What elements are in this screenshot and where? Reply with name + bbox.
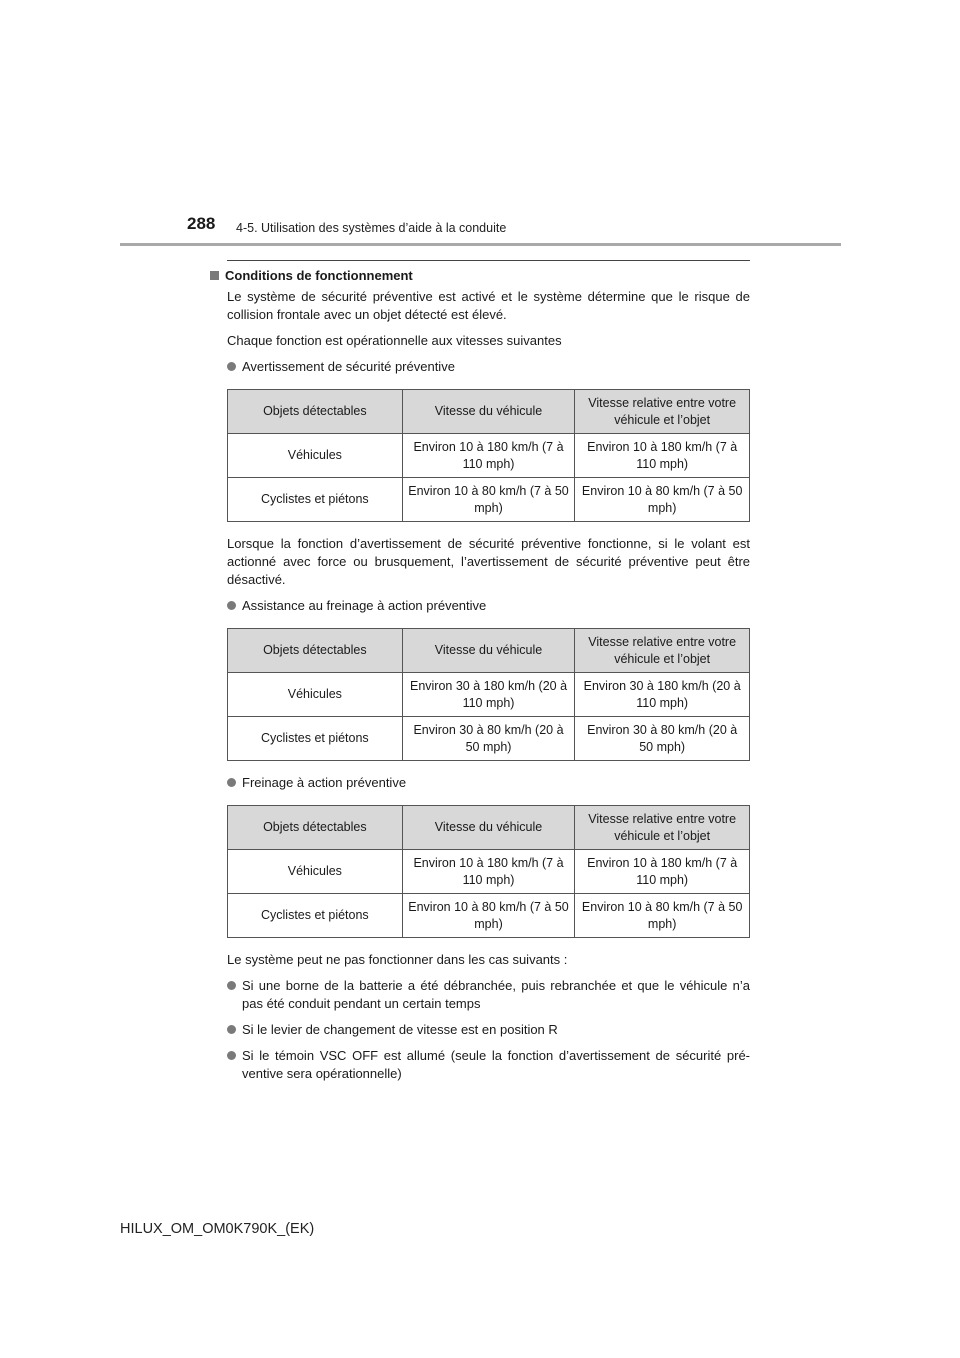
block-note: Lorsque la fonction d’avertissement de sécurité préventive fonctionne, si le volant est actionné avec force ou brusquement, l’avertissement de sécurité préventive peut être désactivé.	[227, 536, 750, 587]
cell-relative-speed: Environ 30 à 180 km/h (20 à 110 mph)	[575, 673, 750, 717]
page-number: 288	[187, 214, 216, 233]
speed-table	[227, 389, 750, 522]
header-relative-speed: Vitesse relative entre votre véhicule et l’objet	[575, 806, 750, 850]
block-title: Avertissement de sécurité préventive	[227, 358, 750, 376]
circle-bullet-icon	[227, 778, 236, 787]
header-detectable-objects: Objets détectables	[228, 629, 403, 673]
cell-relative-speed: Environ 10 à 180 km/h (7 à 110 mph)	[575, 434, 750, 478]
speed-table	[227, 628, 750, 761]
cell-relative-speed: Environ 10 à 180 km/h (7 à 110 mph)	[575, 850, 750, 894]
table-row	[228, 850, 750, 894]
cell-object: Cyclistes et piétons	[228, 894, 403, 938]
cell-vehicle-speed: Environ 10 à 80 km/h (7 à 50 mph)	[402, 894, 575, 938]
content-rule	[227, 260, 750, 261]
circle-bullet-icon	[227, 981, 236, 990]
circle-bullet-icon	[227, 601, 236, 610]
list-item: Si le témoin VSC OFF est allumé (seule la fonction d’avertissement de sécurité pré-ventive sera opérationnelle)	[227, 1047, 750, 1083]
limitations-intro: Le système peut ne pas fonctionner dans les cas suivants :	[227, 952, 568, 967]
table-row	[228, 894, 750, 938]
header-vehicle-speed: Vitesse du véhicule	[402, 806, 575, 850]
table-row	[228, 717, 750, 761]
circle-bullet-icon	[227, 362, 236, 371]
circle-bullet-icon	[227, 1025, 236, 1034]
header-rule	[120, 243, 841, 246]
cell-relative-speed: Environ 10 à 80 km/h (7 à 50 mph)	[575, 894, 750, 938]
table-row	[228, 478, 750, 522]
footer-code: HILUX_OM_OM0K790K_(EK)	[120, 1221, 315, 1237]
cell-object: Cyclistes et piétons	[228, 717, 403, 761]
header-relative-speed: Vitesse relative entre votre véhicule et l’objet	[575, 390, 750, 434]
list-item: Si le levier de changement de vitesse est en position R	[227, 1021, 750, 1039]
square-bullet-icon	[210, 271, 219, 280]
header-detectable-objects: Objets détectables	[228, 806, 403, 850]
cell-vehicle-speed: Environ 30 à 80 km/h (20 à 50 mph)	[402, 717, 575, 761]
header-detectable-objects: Objets détectables	[228, 390, 403, 434]
table-header-row	[228, 629, 750, 673]
section-intro: Le système de sécurité préventive est activé et le système détermine que le risque de collision frontale avec un objet détecté est élevé.	[227, 289, 750, 322]
table-header-row	[228, 390, 750, 434]
cell-vehicle-speed: Environ 10 à 180 km/h (7 à 110 mph)	[402, 850, 575, 894]
header-vehicle-speed: Vitesse du véhicule	[402, 390, 575, 434]
cell-object: Véhicules	[228, 850, 403, 894]
table-row	[228, 434, 750, 478]
cell-vehicle-speed: Environ 10 à 180 km/h (7 à 110 mph)	[402, 434, 575, 478]
cell-vehicle-speed: Environ 10 à 80 km/h (7 à 50 mph)	[402, 478, 575, 522]
header-relative-speed: Vitesse relative entre votre véhicule et l’objet	[575, 629, 750, 673]
header-vehicle-speed: Vitesse du véhicule	[402, 629, 575, 673]
cell-object: Cyclistes et piétons	[228, 478, 403, 522]
list-item: Si une borne de la batterie a été débranchée, puis rebranchée et que le véhicule n’a pas été conduit pendant un certain temps	[227, 977, 750, 1013]
cell-object: Véhicules	[228, 434, 403, 478]
block-title: Freinage à action préventive	[227, 774, 750, 792]
block-title: Assistance au freinage à action préventive	[227, 597, 750, 615]
cell-relative-speed: Environ 10 à 80 km/h (7 à 50 mph)	[575, 478, 750, 522]
content	[210, 268, 750, 1091]
table-header-row	[228, 806, 750, 850]
circle-bullet-icon	[227, 1051, 236, 1060]
chapter-title: 4-5. Utilisation des systèmes d’aide à la conduite	[236, 221, 507, 235]
speed-table	[227, 805, 750, 938]
table-row	[228, 673, 750, 717]
section-heading	[210, 268, 750, 283]
cell-relative-speed: Environ 30 à 80 km/h (20 à 50 mph)	[575, 717, 750, 761]
section-title: Conditions de fonctionnement	[225, 268, 413, 283]
cell-vehicle-speed: Environ 30 à 180 km/h (20 à 110 mph)	[402, 673, 575, 717]
speeds-intro: Chaque fonction est opérationnelle aux vitesses suivantes	[227, 333, 562, 348]
cell-object: Véhicules	[228, 673, 403, 717]
